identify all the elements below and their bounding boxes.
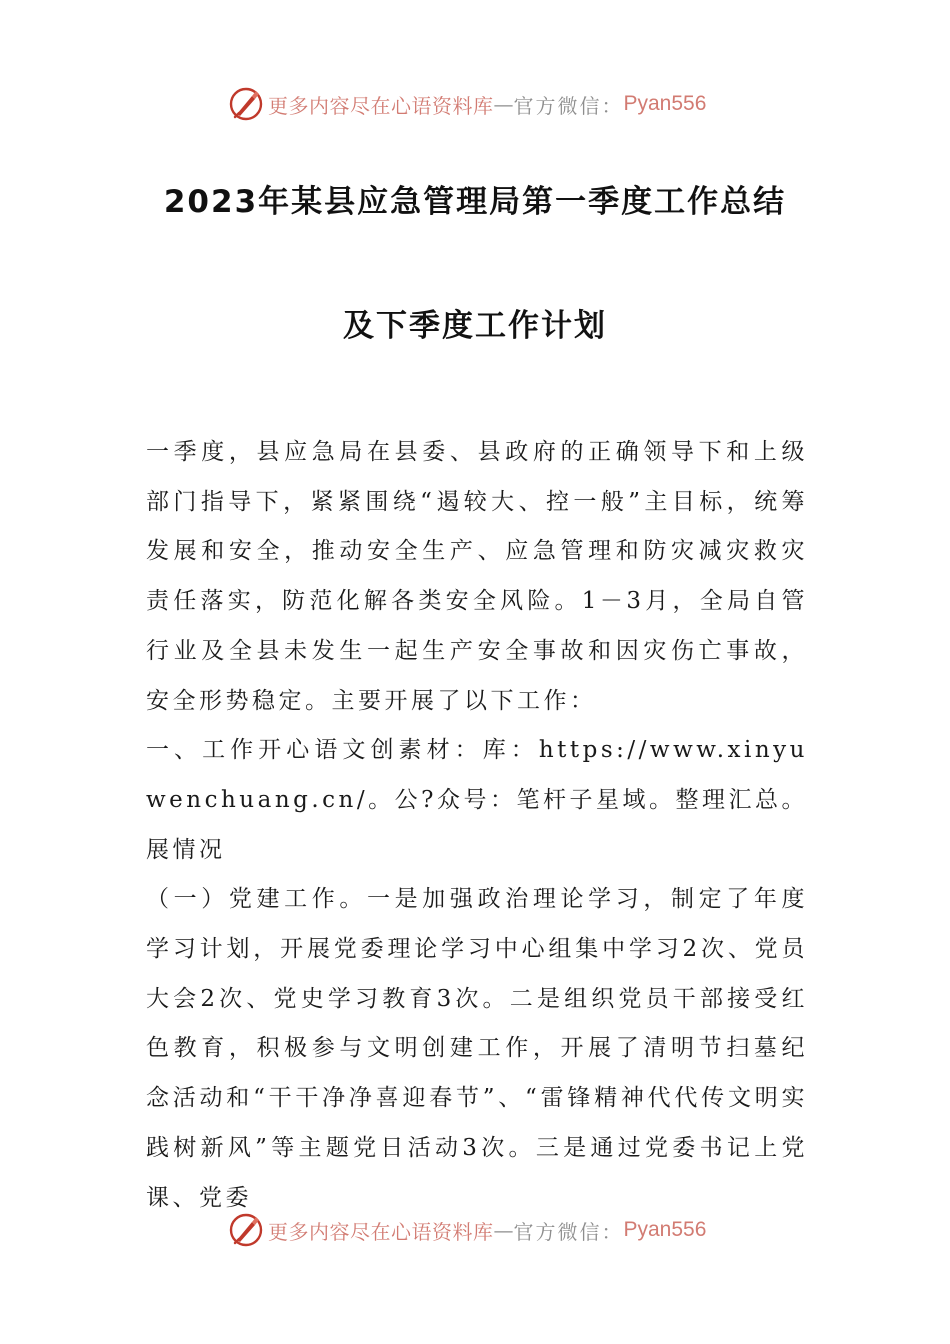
quill-pen-logo-icon bbox=[228, 1212, 264, 1248]
document-title-line-2: 及下季度工作计划 bbox=[343, 308, 607, 344]
body-paragraph-party-building: （一）党建工作。一是加强政治理论学习，制定了年度学习计划，开展党委理论学习中心组集中学习2次、党员大会2次、党史学习教育3次。二是组织党员干部接受红色教育，积极参与文明创建工作，开展了清明节扫墓纪念活动和“干干净净喜迎春节”、“雷锋精神代代传文明实践树新风”等主题党日活动3次。三是通过党委书记上党课、党委 bbox=[146, 886, 808, 1211]
watermark-account: Pyan556 bbox=[623, 92, 707, 115]
watermark-account: Pyan556 bbox=[623, 1218, 707, 1241]
watermark-official-label: 官方微信： bbox=[513, 1219, 624, 1244]
header-watermark bbox=[228, 84, 706, 124]
document-body bbox=[146, 428, 808, 1223]
body-paragraph-section-heading: 一、工作开心语文创素材：库：https://www.xinyuwenchuang.cn/。公?众号：笔杆子星域。整理汇总。展情况 bbox=[146, 737, 808, 863]
watermark-main-text: 更多内容尽在心语资料库 bbox=[268, 1219, 494, 1244]
watermark-official-label: 官方微信： bbox=[513, 93, 624, 118]
watermark-separator: — bbox=[493, 1218, 514, 1242]
document-title-line-1: 2023年某县应急管理局第一季度工作总结 bbox=[163, 184, 787, 220]
quill-pen-logo-icon bbox=[228, 86, 264, 122]
watermark-separator: — bbox=[493, 92, 514, 116]
watermark-main-text: 更多内容尽在心语资料库 bbox=[268, 93, 494, 118]
body-paragraph-intro: 一季度，县应急局在县委、县政府的正确领导下和上级部门指导下，紧紧围绕“遏较大、控一般”主目标，统筹发展和安全，推动安全生产、应急管理和防灾减灾救灾责任落实，防范化解各类安全风险。1－3月，全局自管行业及全县未发生一起生产安全事故和因灾伤亡事故，安全形势稳定。主要开展了以下工作： bbox=[146, 439, 808, 714]
footer-watermark bbox=[228, 1210, 706, 1250]
